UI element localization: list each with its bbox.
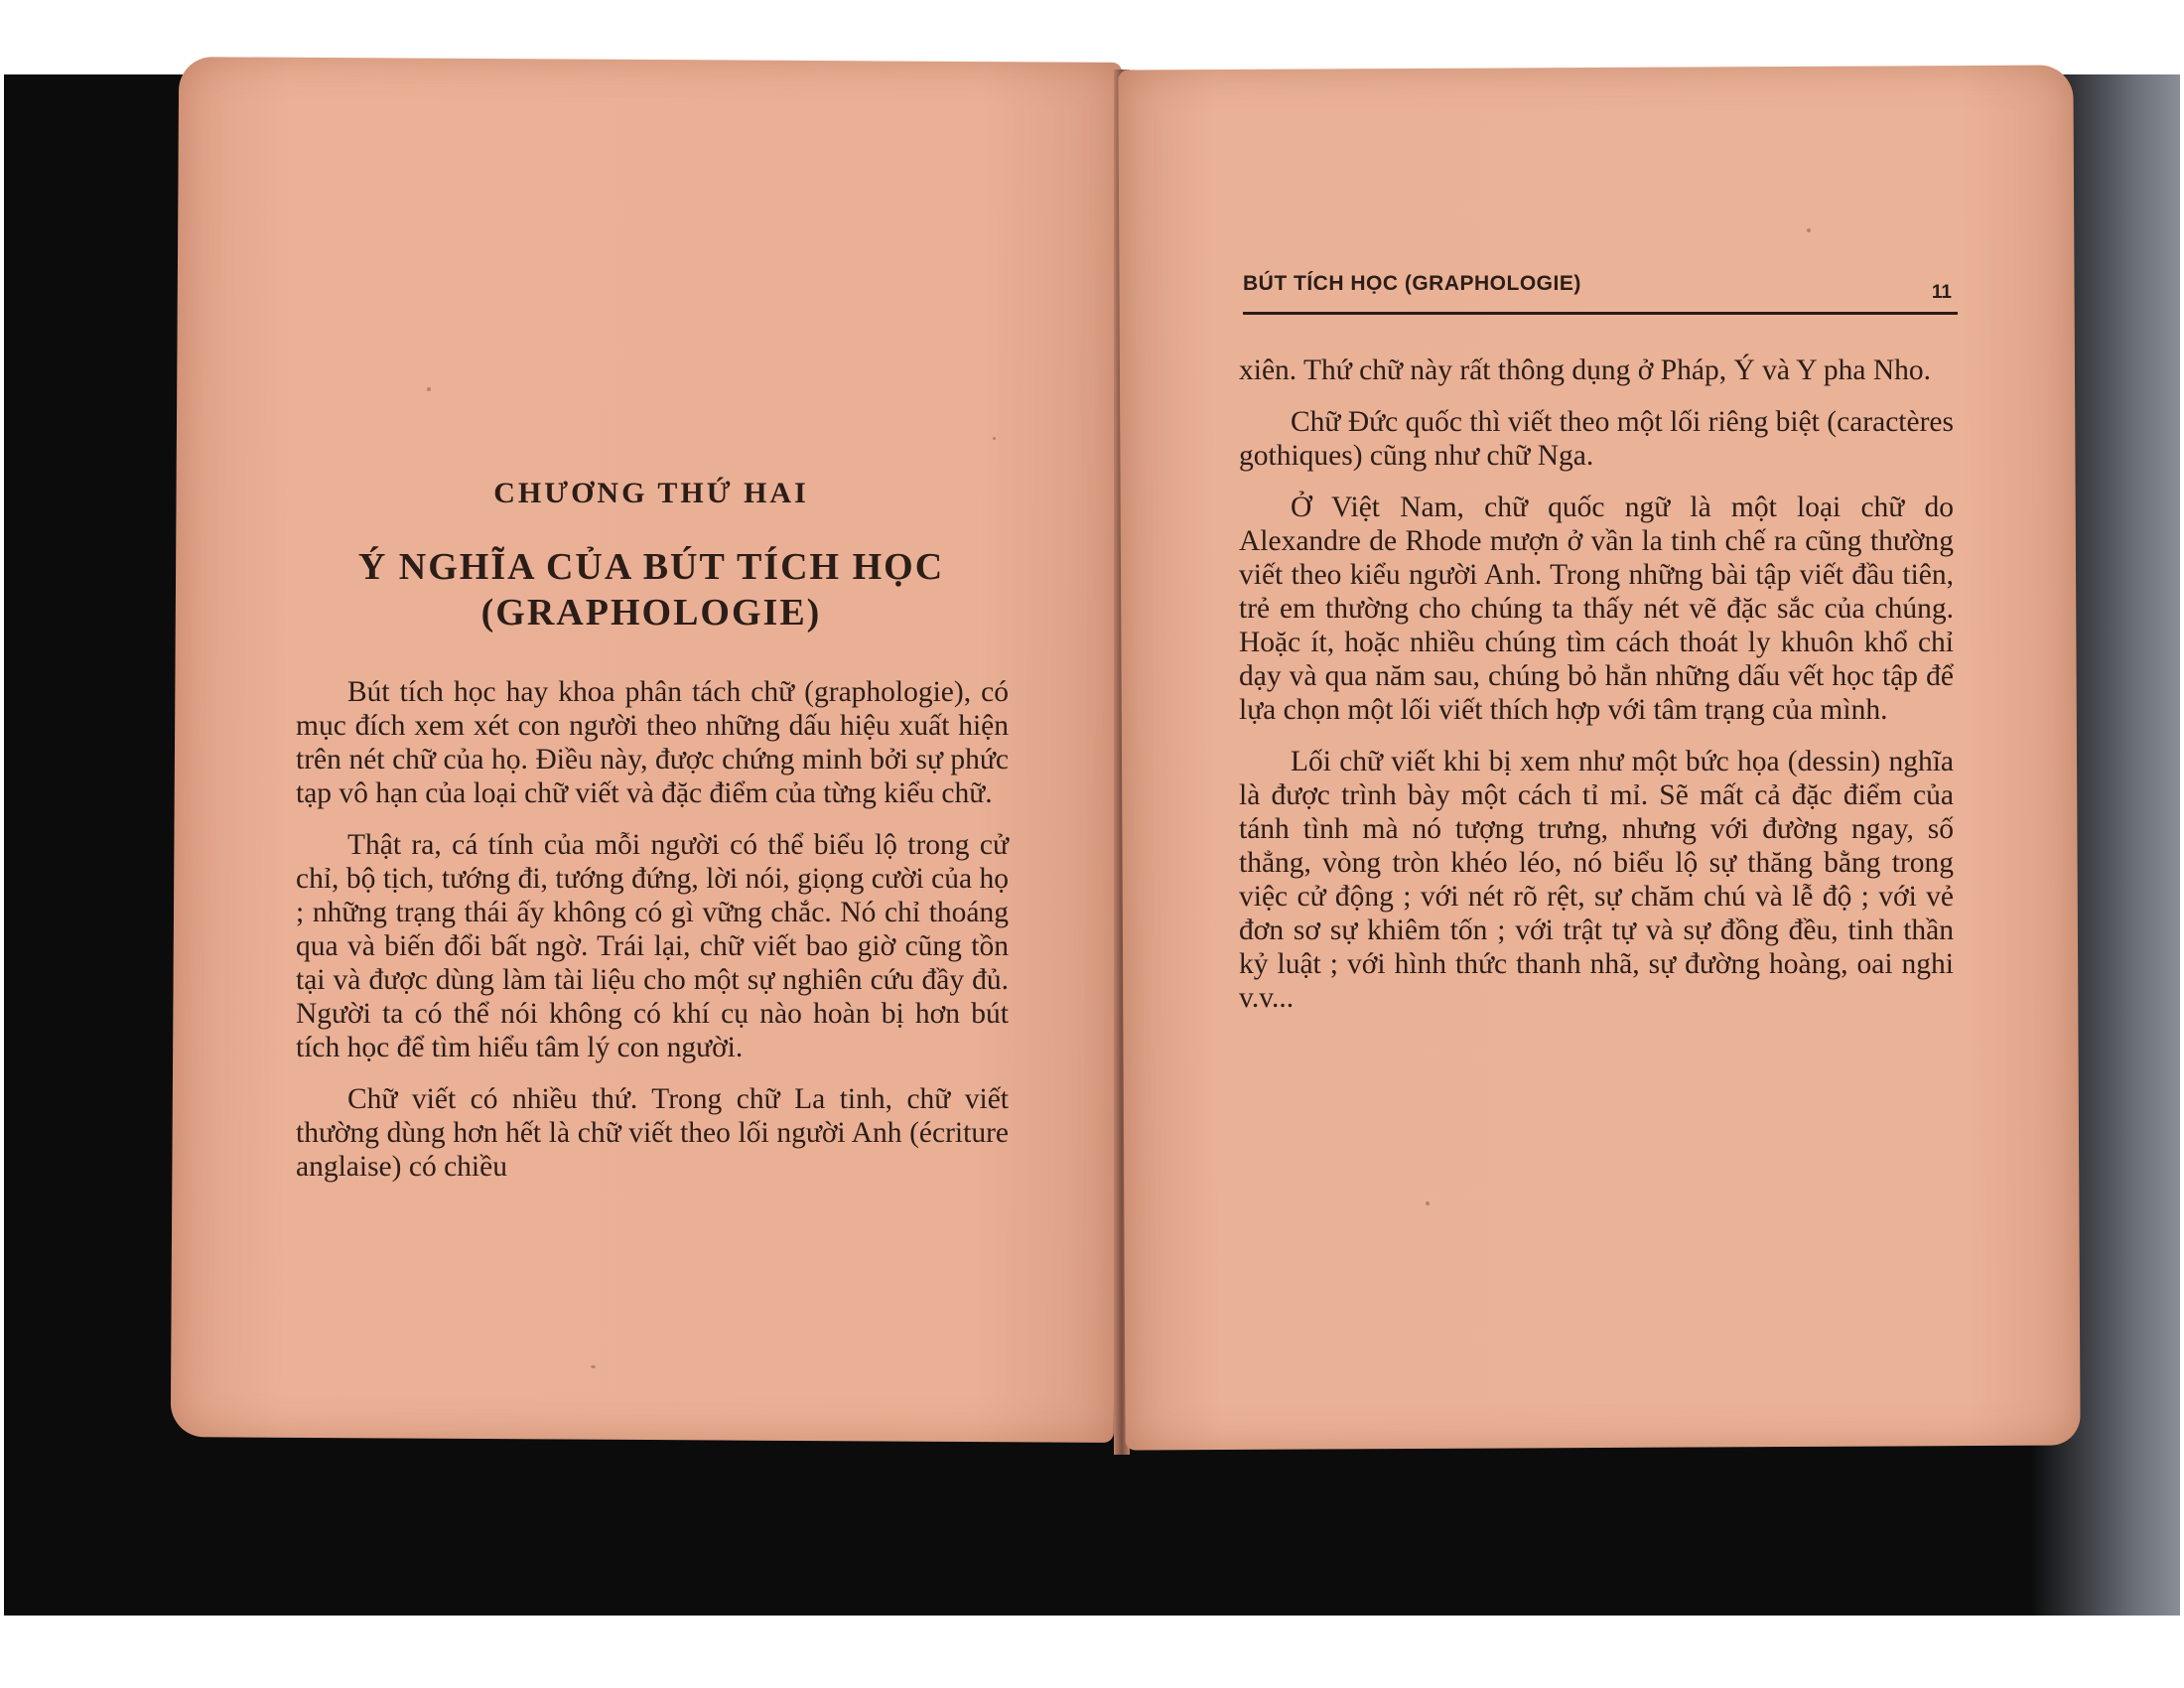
paragraph: Thật ra, cá tính của mỗi người có thể biểu lộ trong cử chỉ, bộ tịch, tướng đi, tướng đứng, lời nói, giọng cười của họ ; những trạng thái ấy không có gì vững chắc. Nó chỉ thoáng qua và biến đổi bất ngờ. Trái lại, chữ viết bao giờ cũng tồn tại và được dùng làm tài liệu cho một sự nghiên cứu đầy đủ. Người ta có thể nói không có khí cụ nào hoàn bị hơn bút tích học để tìm hiểu tâm lý con người. [296,829,1009,1063]
paragraph: Bút tích học hay khoa phân tách chữ (graphologie), có mục đích xem xét con người theo những dấu hiệu xuất hiện trên nét chữ của họ. Điều này, được chứng minh bởi sự phức tạp vô hạn của loại chữ viết và đặc điểm của từng kiểu chữ. [296,676,1009,809]
paper-speck [1807,228,1811,232]
paper-speck [591,1365,596,1368]
chapter-title [294,544,1009,635]
chapter-title-line2: (GRAPHOLOGIE) [480,592,822,633]
paragraph: Ở Việt Nam, chữ quốc ngữ là một loại chữ do Alexandre de Rhode mượn ở vần la tinh chế ra cũng thường viết theo kiểu người Anh. Trong những bài tập viết đầu tiên, trẻ em thường cho chúng ta thấy nét vẽ đặc sắc của chúng. Hoặc ít, hoặc nhiều chúng tìm cách thoát ly khuôn khổ chỉ dạy và qua năm sau, chúng bỏ hẳn những dấu vết học tập để lựa chọn một lối viết thích hợp với tâm trạng của mình. [1239,492,1954,726]
right-page-body [1239,353,1954,1033]
chapter-heading: CHƯƠNG THỨ HAI [493,477,809,509]
paragraph: Chữ Đức quốc thì viết theo một lối riêng biệt (caractères gothiques) cũng như chữ Nga. [1239,406,1954,472]
continued-paragraph: xiên. Thứ chữ này rất thông dụng ở Pháp, Ý và Y pha Nho. [1239,354,1932,386]
paper-speck [1426,1201,1430,1205]
chapter-title-line1: Ý NGHĨA CỦA BÚT TÍCH HỌC [357,546,945,588]
running-header [1243,272,1958,315]
left-page-body [296,675,1009,1201]
paper-speck [993,437,996,440]
paragraph: Chữ viết có nhiều thứ. Trong chữ La tinh, chữ viết thường dùng hơn hết là chữ viết theo lối người Anh (écriture anglaise) có chiều [296,1083,1009,1183]
paragraph: Lối chữ viết khi bị xem như một bức họa (dessin) nghĩa là được trình bày một cách tỉ mỉ. Sẽ mất cả đặc điểm của tánh tình mà nó tượng trưng, nhưng với đường ngay, số thẳng, vòng tròn khéo léo, nó biểu lộ sự thăng bằng trong việc cử động ; với nét rõ rệt, sự chăm chú và lễ độ ; với vẻ đơn sơ sự khiêm tốn ; với trật tự và sự đồng đều, tinh thần kỷ luật ; với hình thức thanh nhã, sự đường hoàng, oai nghi v.v... [1239,746,1954,1014]
page-number: 11 [1931,282,1952,303]
running-header-title: BÚT TÍCH HỌC (GRAPHOLOGIE) [1243,272,1581,295]
paper-speck [427,387,431,391]
